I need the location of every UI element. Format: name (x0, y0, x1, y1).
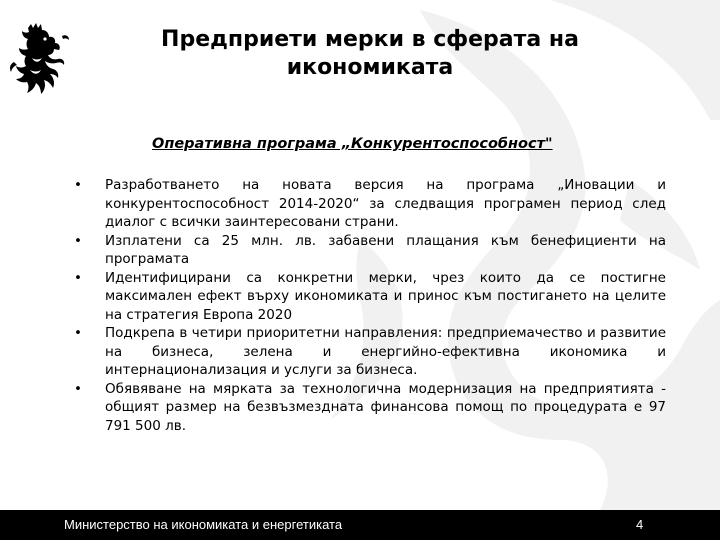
list-item-text: Идентифицирани са конкретни мерки, чрез които да се постигне максимален ефект върху икономиката и принос към постигането на целите на стратегия Европа 2020 (105, 269, 666, 323)
program-subtitle: Оперативна програма „Конкурентоспособност" (152, 136, 553, 152)
list-item-text: Изплатени са 25 млн. лв. забавени плащания към бенефициенти на програмата (105, 232, 666, 267)
measures-list (72, 176, 666, 435)
title-line-1: Предприети мерки в сферата на (161, 27, 579, 52)
list-item (72, 324, 666, 380)
footer-organization: Министерство на икономиката и енергетиката (64, 517, 343, 532)
bullet-marker: • (74, 177, 82, 193)
bullet-marker: • (74, 380, 82, 397)
lion-emblem-icon (8, 22, 72, 102)
list-item (72, 380, 666, 436)
bullet-marker: • (74, 232, 82, 249)
title-line-2: икономиката (286, 55, 454, 80)
list-item (72, 176, 666, 232)
slide-number: 4 (636, 517, 644, 532)
footer-bar (0, 510, 720, 540)
bullet-marker: • (74, 269, 82, 286)
list-item-text: Обявяване на мярката за технологична модернизация на предприятията - общият размер на безвъзмездната финансова помощ по процедурата е 97 791 500 лв. (105, 380, 666, 434)
list-item-text: Подкрепа в четири приоритетни направления: предприемачество и развитие на бизнеса, зелена и енергийно-ефективна икономика и интернационализация и услуги за бизнеса. (105, 325, 666, 378)
list-item-text: Разработването на новата версия на програма „Иновации и конкурентоспособност 2014-2020“ за следващия програмен период след диалог с всички заинтересовани страни. (105, 177, 666, 230)
bullet-marker: • (74, 325, 82, 341)
list-item (72, 269, 666, 325)
page-title (120, 26, 620, 82)
list-item (72, 232, 666, 269)
